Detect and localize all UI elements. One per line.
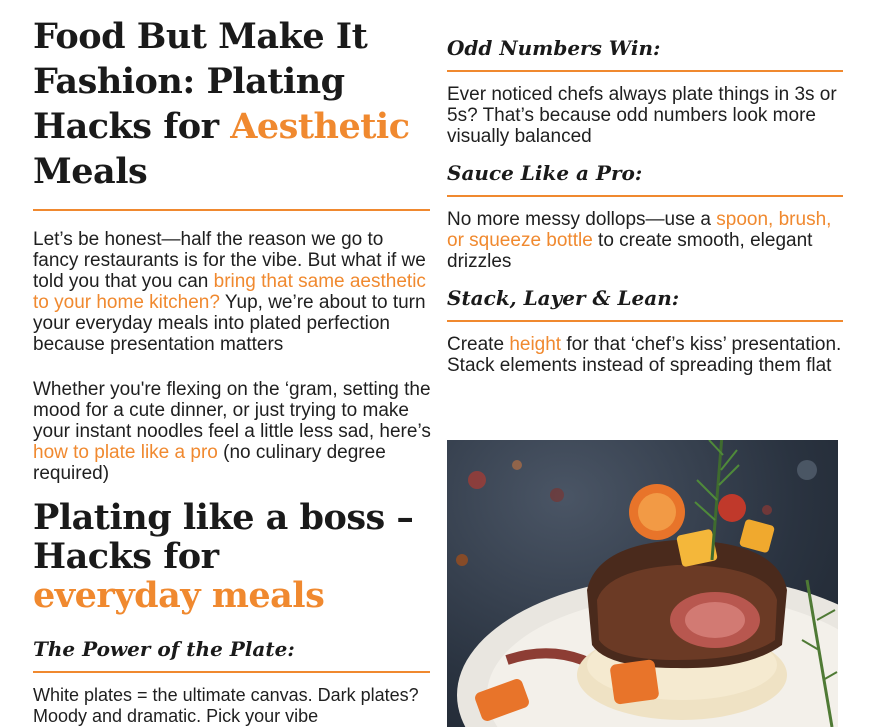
intro-text-2: Whether you're flexing on the ‘gram, setting the mood for a cute dinner, or just trying to make your instant noodles feel a little less sad, here’s bbox=[33, 379, 431, 442]
tip-text: Ever noticed chefs always plate things in 3s or 5s? That’s because odd numbers look more visually balanced bbox=[447, 84, 837, 147]
tip-text-end: for that ‘chef’s kiss’ presentation. Stack elements instead of spreading them flat bbox=[447, 334, 842, 376]
tip-stack bbox=[447, 286, 843, 376]
title-text-end: Meals bbox=[33, 151, 148, 192]
intro-text-2-end: (no culinary degree required) bbox=[33, 442, 386, 484]
tip-text-odd-numbers bbox=[447, 84, 843, 147]
section-heading-line2: Hacks for bbox=[33, 536, 219, 577]
tip-divider bbox=[447, 70, 843, 72]
left-column bbox=[33, 14, 431, 727]
tip-divider bbox=[447, 195, 843, 197]
tip-text-plate: White plates = the ultimate canvas. Dark plates? Moody and dramatic. Pick your vibe bbox=[33, 685, 419, 726]
intro-paragraph-2 bbox=[33, 379, 431, 484]
tip-text-stack bbox=[447, 334, 843, 376]
tip-heading-plate: The Power of the Plate: bbox=[33, 637, 295, 661]
title-highlight: Aesthetic bbox=[230, 106, 410, 147]
right-column bbox=[447, 36, 843, 376]
intro-paragraph-1 bbox=[33, 229, 431, 355]
tip-text-sauce bbox=[447, 209, 843, 272]
plated-steak-photo bbox=[447, 440, 838, 727]
tip-sauce bbox=[447, 161, 843, 272]
tip-odd-numbers bbox=[447, 36, 843, 147]
section-heading-highlight: everyday meals bbox=[33, 575, 325, 616]
tip-text-end: to create smooth, elegant drizzles bbox=[447, 230, 813, 272]
title-text: Food But Make It Fashion: Plating Hacks for bbox=[33, 16, 368, 147]
tip-heading-odd-numbers: Odd Numbers Win: bbox=[447, 36, 661, 60]
section-heading bbox=[33, 498, 431, 615]
tip-divider bbox=[447, 320, 843, 322]
intro-text-end: Yup, we’re about to turn your everyday meals into plated perfection because presentation matters bbox=[33, 292, 426, 355]
tip-link-height[interactable]: height bbox=[509, 334, 562, 355]
section-heading-line1: Plating like a boss – bbox=[33, 497, 414, 538]
intro-link-aesthetic[interactable]: bring that same aesthetic to your home kitchen? bbox=[33, 271, 426, 313]
intro-link-plate-like-pro[interactable]: how to plate like a pro bbox=[33, 442, 218, 463]
tip-text: Create bbox=[447, 334, 510, 355]
intro-text: Let’s be honest—half the reason we go to fancy restaurants is for the vibe. But what if we told you that you can bbox=[33, 229, 426, 292]
tip-text: No more messy dollops—use a bbox=[447, 209, 717, 230]
tip-heading-stack: Stack, Layer & Lean: bbox=[447, 286, 680, 310]
steak-illustration bbox=[447, 440, 838, 727]
tip-divider bbox=[33, 671, 430, 673]
tip-link-sauce-tools[interactable]: spoon, brush, or squeeze bottle bbox=[447, 209, 832, 251]
page-title bbox=[33, 14, 431, 194]
title-divider bbox=[33, 209, 430, 211]
tip-heading-sauce: Sauce Like a Pro: bbox=[447, 161, 643, 185]
